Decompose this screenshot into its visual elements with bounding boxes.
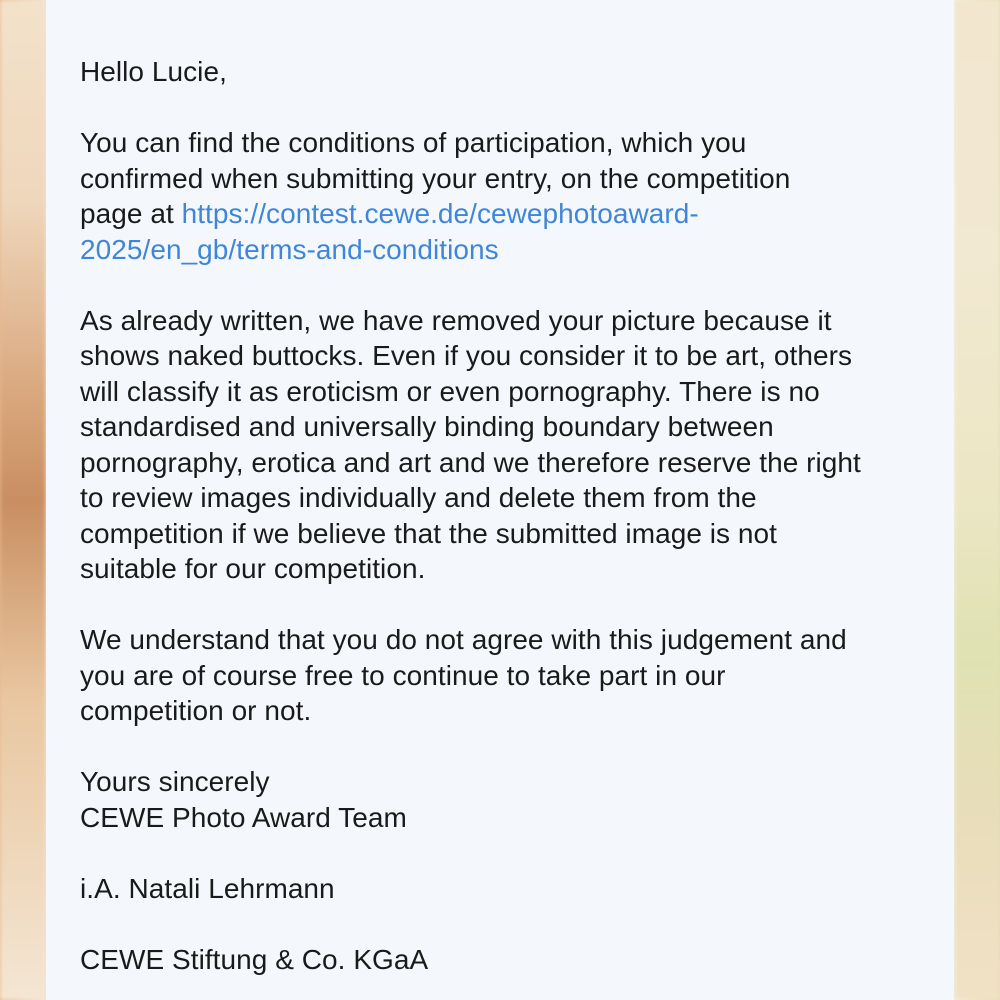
conditions-line-3-prefix: page at	[80, 198, 182, 229]
conditions-line-3	[80, 196, 920, 232]
closing-phrase: Yours sincerely	[80, 766, 270, 797]
removal-line: pornography, erotica and art and we therefore reserve the right	[80, 446, 861, 478]
email-body	[80, 54, 920, 977]
removal-line: competition if we believe that the submitted image is not	[80, 517, 777, 549]
conditions-line-2: confirmed when submitting your entry, on the competition	[80, 162, 791, 194]
conditions-paragraph	[80, 125, 920, 267]
disagreement-line: competition or not.	[80, 695, 312, 726]
company-paragraph	[80, 942, 920, 978]
removal-line: will classify it as eroticism or even pornography. There is no	[80, 375, 820, 407]
disagreement-line: We understand that you do not agree with this judgement and	[80, 624, 847, 655]
removal-explanation-paragraph	[80, 303, 920, 587]
disagreement-paragraph	[80, 622, 920, 729]
removal-line: standardised and universally binding boundary between	[80, 411, 774, 442]
removal-line: suitable for our competition.	[80, 553, 426, 584]
greeting-paragraph	[80, 54, 920, 90]
team-name: CEWE Photo Award Team	[80, 801, 407, 833]
background-right-edge	[954, 0, 1000, 1000]
terms-link-part-2[interactable]: 2025/en_gb/terms-and-conditions	[80, 233, 499, 265]
closing-paragraph	[80, 764, 920, 835]
background-left-edge	[0, 0, 46, 1000]
conditions-line-4	[80, 232, 920, 268]
conditions-line-1: You can find the conditions of participation, which you	[80, 127, 747, 158]
removal-line: As already written, we have removed your picture because it	[80, 304, 832, 336]
email-message-card	[46, 0, 954, 1000]
signatory-paragraph	[80, 871, 920, 907]
signatory-name: i.A. Natali Lehrmann	[80, 872, 335, 904]
disagreement-line: you are of course free to continue to take part in our	[80, 659, 726, 691]
removal-line: to review images individually and delete them from the	[80, 482, 757, 513]
terms-link-part-1[interactable]: https://contest.cewe.de/cewephotoaward-	[181, 198, 699, 229]
removal-line: shows naked buttocks. Even if you consider it to be art, others	[80, 340, 853, 371]
greeting: Hello Lucie,	[80, 56, 227, 87]
company-name: CEWE Stiftung & Co. KGaA	[80, 943, 429, 975]
